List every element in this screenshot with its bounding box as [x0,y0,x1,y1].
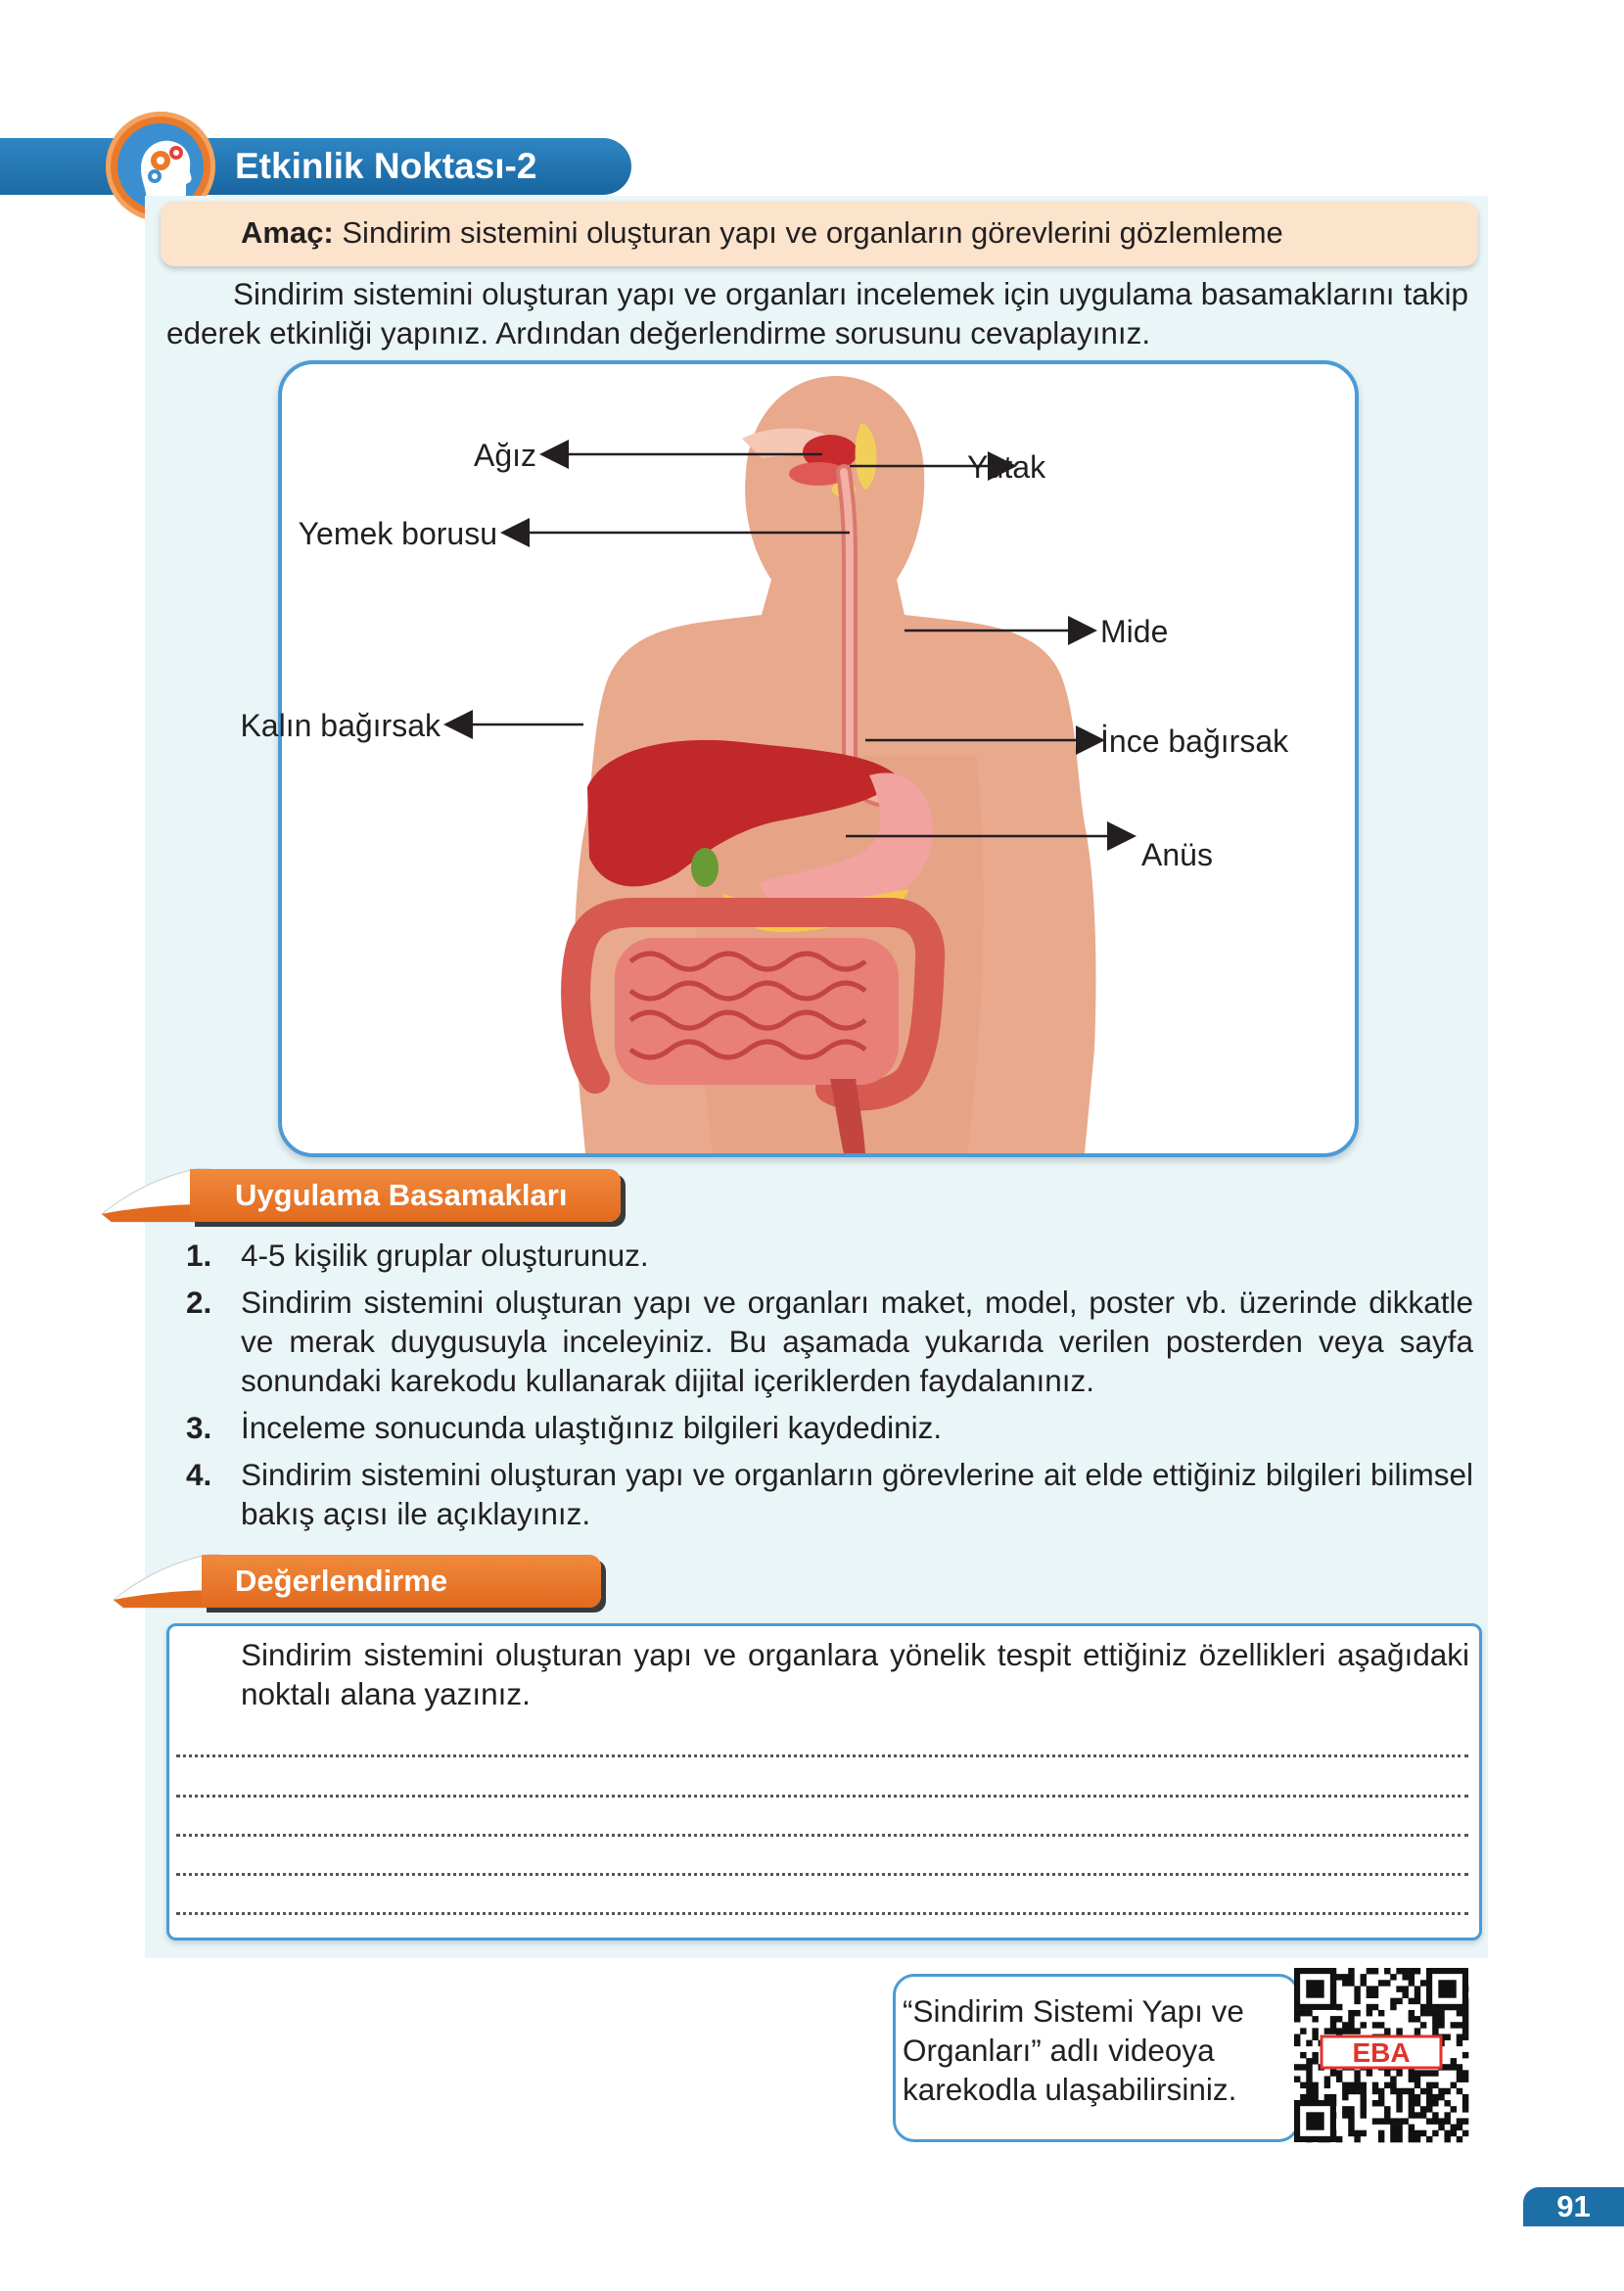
answer-line[interactable] [176,1912,1468,1915]
goal-statement [241,211,1283,255]
digestive-system-figure [240,364,1355,1153]
evaluation-question: Sindirim sistemini oluşturan yapı ve organlara yönelik tespit ettiğiniz özellikleri aşağıdaki noktalı alana yazınız. [241,1637,1469,1711]
answer-line[interactable] [176,1795,1468,1798]
goal-label: Amaç: [241,215,334,250]
answer-line[interactable] [176,1754,1468,1757]
label-esophagus: Yemek borusu [298,516,497,551]
activity-title: Etkinlik Noktası-2 [235,146,537,186]
steps-list [186,1236,1473,1541]
qr-code-icon[interactable] [1294,1968,1468,2142]
small-intestine-shape [615,938,899,1085]
qr-note-text: “Sindirim Sistemi Yapı ve Organları” adlı videoya karekodla ulaşabilirsiniz. [903,1993,1244,2107]
list-item: 1. 4-5 kişilik gruplar oluşturunuz. [186,1238,649,1273]
intro-paragraph: Sindirim sistemini oluşturan yapı ve organları incelemek için uygulama basamaklarını takip ederek etkinliği yapınız. Ardından değerlendirme sorusunu cevaplayınız. [166,276,1468,351]
label-anus: Anüs [1141,837,1213,872]
goal-text: Sindirim sistemini oluşturan yapı ve organların görevlerini gözlemleme [333,215,1283,250]
answer-line[interactable] [176,1873,1468,1876]
gallbladder-shape [691,848,719,887]
eba-badge-text: EBA [1352,2037,1411,2068]
label-small-intestine: İnce bağırsak [1100,724,1289,759]
list-item: 2. Sindirim sistemini oluşturan yapı ve organları maket, model, poster vb. üzerinde dikkatle ve merak duygusuyla inceleyiniz. Bu aşamada yukarıda verilen posterden veya sayfa sonundaki karekodu kullanarak dijital içeriklerden faydalanınız. [186,1285,1473,1398]
steps-tab [102,1169,630,1222]
answer-line[interactable] [176,1834,1468,1837]
label-stomach: Mide [1100,614,1169,649]
label-large-intestine: Kalın bağırsak [240,708,441,743]
list-item: 4. Sindirim sistemini oluşturan yapı ve organların görevlerine ait elde ettiğiniz bilgileri bilimsel bakış açısı ile açıklayınız. [186,1457,1473,1531]
digestive-system-diagram [240,360,1359,1157]
label-pharynx: Yutak [967,449,1046,485]
list-item: 3. İnceleme sonucunda ulaştığınız bilgileri kaydediniz. [186,1410,943,1445]
steps-section-title: Uygulama Basamakları [235,1178,568,1212]
label-mouth: Ağız [473,438,536,473]
page-number: 91 [1523,2187,1624,2226]
evaluation-tab [114,1555,613,1608]
evaluation-section-title: Değerlendirme [235,1564,448,1598]
